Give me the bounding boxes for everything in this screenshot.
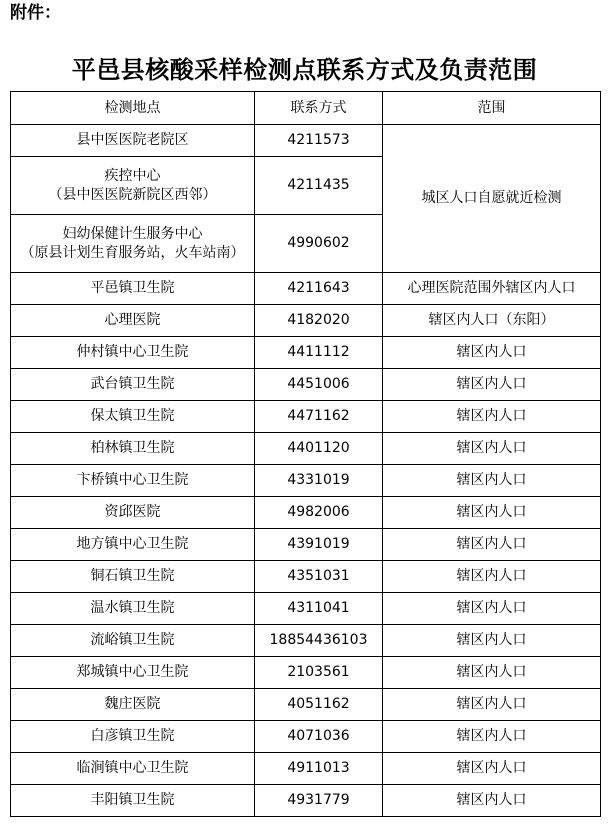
phone-cell: 4401120 (255, 433, 383, 465)
phone-cell: 4331019 (255, 465, 383, 497)
site-cell: 地方镇中心卫生院 (11, 529, 255, 561)
phone-cell: 4071036 (255, 721, 383, 753)
site-cell: 魏庄医院 (11, 689, 255, 721)
range-cell: 辖区内人口 (383, 721, 601, 753)
site-cell (11, 125, 255, 157)
table-row (11, 401, 601, 433)
site-cell: 仲村镇中心卫生院 (11, 337, 255, 369)
site-name: 县中医医院老院区 (76, 132, 189, 148)
table-row (11, 497, 601, 529)
contacts-table (10, 91, 601, 817)
range-cell: 辖区内人口 (383, 561, 601, 593)
phone-cell: 4182020 (255, 305, 383, 337)
table-row (11, 465, 601, 497)
table-row (11, 337, 601, 369)
table-row (11, 529, 601, 561)
site-cell: 流峪镇卫生院 (11, 625, 255, 657)
table-row (11, 125, 601, 157)
attachment-label: 附件： (10, 3, 61, 23)
site-cell: 郑城镇中心卫生院 (11, 657, 255, 689)
site-name: 疾控中心 (104, 167, 161, 184)
page-title: 平邑县核酸采样检测点联系方式及负责范围 (71, 56, 538, 84)
range-cell: 辖区内人口 (383, 433, 601, 465)
phone-cell: 4211435 (255, 157, 383, 215)
range-cell: 辖区内人口 (383, 369, 601, 401)
range-cell: 辖区内人口 (383, 753, 601, 785)
range-cell: 辖区内人口 (383, 401, 601, 433)
phone-cell: 4931779 (255, 785, 383, 817)
phone-cell: 2103561 (255, 657, 383, 689)
phone-cell: 4211643 (255, 273, 383, 305)
table-row (11, 305, 601, 337)
range-cell: 辖区内人口 (383, 625, 601, 657)
phone-cell: 4051162 (255, 689, 383, 721)
phone-cell: 4471162 (255, 401, 383, 433)
header-phone: 联系方式 (255, 92, 383, 125)
phone-cell: 4391019 (255, 529, 383, 561)
phone-cell: 4990602 (255, 215, 383, 273)
site-note: （原县计划生育服务站，火车站南） (20, 244, 245, 261)
site-cell: 柏林镇卫生院 (11, 433, 255, 465)
header-range: 范围 (383, 92, 601, 125)
site-cell (11, 215, 255, 273)
phone-cell: 18854436103 (255, 625, 383, 657)
range-cell: 辖区内人口（东阳） (383, 305, 601, 337)
site-cell: 卞桥镇中心卫生院 (11, 465, 255, 497)
range-cell: 辖区内人口 (383, 657, 601, 689)
site-cell: 武台镇卫生院 (11, 369, 255, 401)
header-site: 检测地点 (11, 92, 255, 125)
table-row (11, 689, 601, 721)
table-row (11, 753, 601, 785)
site-cell: 丰阳镇卫生院 (11, 785, 255, 817)
table-row (11, 433, 601, 465)
table-header-row (11, 92, 601, 125)
range-cell-merged: 城区人口自愿就近检测 (383, 125, 601, 273)
site-cell: 温水镇卫生院 (11, 593, 255, 625)
range-cell: 辖区内人口 (383, 465, 601, 497)
site-cell: 临涧镇中心卫生院 (11, 753, 255, 785)
phone-cell: 4451006 (255, 369, 383, 401)
phone-cell: 4311041 (255, 593, 383, 625)
site-cell: 铜石镇卫生院 (11, 561, 255, 593)
table-row (11, 369, 601, 401)
table-row (11, 785, 601, 817)
table-row (11, 657, 601, 689)
phone-cell: 4982006 (255, 497, 383, 529)
table-row (11, 721, 601, 753)
site-cell: 保太镇卫生院 (11, 401, 255, 433)
range-cell: 心理医院范围外辖区内人口 (383, 273, 601, 305)
table-row (11, 625, 601, 657)
range-cell: 辖区内人口 (383, 497, 601, 529)
table-row (11, 561, 601, 593)
range-cell: 辖区内人口 (383, 529, 601, 561)
site-cell: 资邱医院 (11, 497, 255, 529)
site-name: 妇幼保健计生服务中心 (62, 225, 203, 242)
site-cell (11, 157, 255, 215)
site-cell: 白彦镇卫生院 (11, 721, 255, 753)
table-row (11, 593, 601, 625)
phone-cell: 4411112 (255, 337, 383, 369)
table-row (11, 273, 601, 305)
range-cell: 辖区内人口 (383, 337, 601, 369)
site-cell: 心理医院 (11, 305, 255, 337)
phone-cell: 4211573 (255, 125, 383, 157)
range-cell: 辖区内人口 (383, 689, 601, 721)
range-cell: 辖区内人口 (383, 785, 601, 817)
site-cell: 平邑镇卫生院 (11, 273, 255, 305)
range-cell: 辖区内人口 (383, 593, 601, 625)
site-note: （县中医医院新院区西邻） (48, 186, 217, 203)
phone-cell: 4911013 (255, 753, 383, 785)
phone-cell: 4351031 (255, 561, 383, 593)
